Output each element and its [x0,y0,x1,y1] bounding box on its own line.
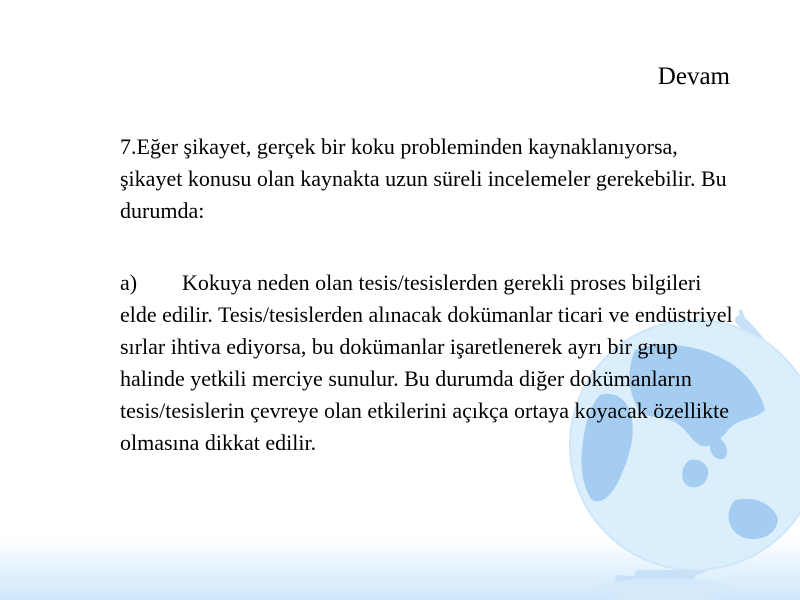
list-item-marker: a) [120,270,138,295]
slide-title: Devam [657,63,730,90]
slide-body [120,131,740,459]
paragraph-7: 7.Eğer şikayet, gerçek bir koku probleminden kaynaklanıyorsa, şikayet konusu olan kaynakta uzun süreli incelemeler gerekebilir. Bu durumda: [120,134,727,223]
list-item-text: Kokuya neden olan tesis/tesislerden gerekli proses bilgileri elde edilir. Tesis/tesislerden alınacak dokümanlar ticari ve endüstriyel sırlar ihtiva ediyorsa, bu dokümanlar işaretlenerek ayrı bir grup halinde yetkili merciye sunulur. Bu durumda diğer dokümanların tesis/tesislerin çevreye olan etkilerini açıkça ortaya koyacak özellikte olmasına dikkat edilir. [120,270,733,455]
list-item-a [120,267,740,459]
